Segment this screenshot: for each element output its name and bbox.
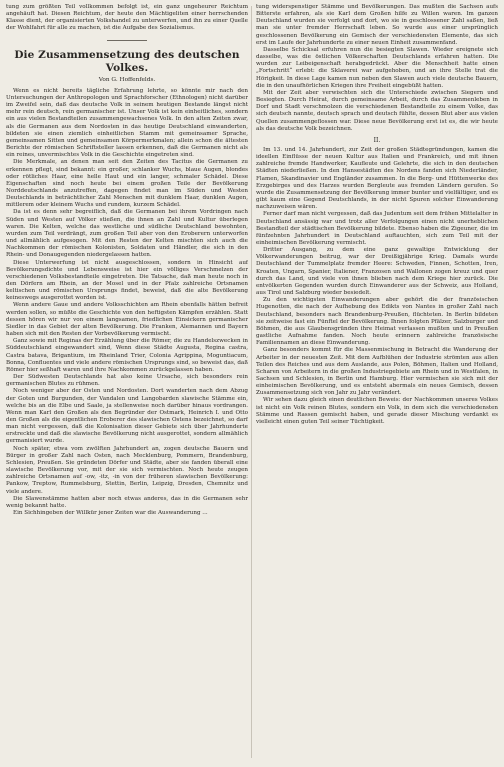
paragraph: Dritter Ausgang, zu dem eine ganz gewaltige Entwicklung der Völkerwanderungen beitrug, war der Dreißigjährige Krieg. Damals wurde Deutschland der Tummelplatz fremder Heere: Schweden, Finnen, Schotten, Iren, Kroaten, Ungarn, Spanier, Italiener, Franzosen und Wallonen zogen kreuz und quer durch das Land, und viele von ihnen blieben nach dem Kriege hier zurück. Die entvölkerten Gegenden wurden durch Einwanderer aus der Schweiz, aus Holland, aus Tirol und Salzburg wieder besiedelt. xyxy=(256,247,498,297)
article-byline: Von G. Hoffenfelds. xyxy=(98,76,156,83)
column-gutter-rule xyxy=(251,6,252,758)
paragraph: Wenn andere Gaue und andere Volksschichten am Rhein ebenfalls hätten befreit werden sollen, so müßte die Geschichte von den heftigsten Kämpfen erzählen. Statt dessen hören wir nur von einem langsamen, friedlichen Einsickern germanischer Siedler in das Gebiet der alten Bevölkerung. Die Franken, Alemannen und Bayern haben sich mit den Resten der Vorbevölkerung vermischt. xyxy=(6,302,248,338)
paragraph: Dasselbe Schicksal erfuhren nun die besiegten Slawen. Wieder ereignete sich dasselbe, was die östlichen Völkerschaften Deutschlands erfahren hatten. Die wurden zur Leibeigenschaft herabgedrückt. Aber die Menschheit hatte einen „Fortschritt“ erlebt: die Sklaverei war aufgehoben, und an ihre Stelle trat die Hörigkeit. In diese Lage kamen nun neben den Slawen auch viele deutsche Bauern, die in den unaufhörlichen Kriegen ihre Freiheit eingebüßt hatten. xyxy=(256,46,498,89)
previous-article-ending: tung zum größten Teil vollkommen befolgt ist, ein ganz ungeheurer Reichtum angehäuft hat. Diesen Reichtum, der heute den Mächtigeliten einer herrschenden Klasse dient, der organisierten Volkshandel zu unterwerfen, und ihn zu einer Quelle der Wohlfahrt für alle zu machen, ist die Aufgabe des Sozialismus. xyxy=(6,4,248,32)
paragraph: tung widerspenstiger Stämme und Bevölkerungen. Das mußten die Sachsen aufs Bitterste erfahren, als sie Karl dem Großen hilfe zu Willen waren. Im ganzen Deutschland wurden sie verfolgt und dort, wo sie in geschlossener Zahl saßen, ließ man sie unter fremder Herrschaft leben. So wurde aus einer ursprünglich geschlossenen Bevölkerung ein Gemisch der verschiedensten Elemente, das sich erst im Laufe der Jahrhunderte zu einer neuen Einheit zusammenfand. xyxy=(256,4,498,46)
paragraph: Die Slawenstämme hatten aber noch etwas anderes, das in die Germanen sehr wenig bekannt hatte. xyxy=(6,495,248,509)
paragraph: Der Südwesten Deutschlands hat also keine Ursache, sich besonders rein germanischen Blutes zu rühmen. xyxy=(6,374,248,388)
left-column xyxy=(6,4,248,764)
paragraph: Wir sehen dazu gleich einen deutlichen Beweis: der Nachkommen unseres Volkes ist nicht ein Volk reinen Blutes, sondern ein Volk, in dem sich die verschiedensten Stämme und Rassen gemischt haben, und gerade dieser Mischung verdankt es vielleicht einen guten Teil seiner Tüchtigkeit. xyxy=(256,397,498,425)
two-column-layout xyxy=(6,4,498,767)
paragraph: Ganz sowie mit Reginas der Erzählung über die Römer, die zu Handelszwecken in Süddeutschland eingewandert sind, Wenn diese Städte Augusta, Regina castra, Castra batava, Brigantium, im Rheinland Trier, Colonia Agrippina, Moguntiacum, Bonna, Confluentes und viele andere römischen Ursprungs sind, so beweist das, daß Römer hier seßhaft waren und ihre Nachkommen zurückgelassen haben. xyxy=(6,338,248,373)
article-separator xyxy=(107,40,147,41)
paragraph: Ganz besonders kommt für die Massenmischung in Betracht die Wanderung der Arbeiter in der neuesten Zeit. Mit dem Aufblühen der Industrie strömten aus allen Teilen des Reiches und aus dem Auslande, aus Polen, Böhmen, Italien und Holland, Scharen von Arbeitern in die großen Industriegebiete am Rhein und in Westfalen, in Sachsen und Schlesien, in Berlin und Hamburg. Hier vermischen sie sich mit der einheimischen Bevölkerung, und es entsteht abermals ein neues Gemisch, dessen Zusammensetzung sich von Jahr zu Jahr verändert. xyxy=(256,347,498,397)
paragraph: Wenn es nicht bereits tägliche Erfahrung lehrte, so könnte mir nach den Untersuchungen der Anthropologen und Sprachforscher (Ethnologen) nicht darüber im Zweifel sein, daß das deutsche Volk in seinem heutigen Bestande längst nicht mehr rein deutsch, rein germanischer ist. Unser Volk ist kein einheitliches, sondern ein aus vielen Bestandteilen zusammengewachsenes Volk. In den alten Zeiten zwar, als die Germanen aus dem Nordosten in das heutige Deutschland einwanderten, bildeten sie einen ziemlich einheitlichen Stamm mit gemeinsamer Sprache, gemeinsamen Sitten und gemeinsamen Körpermerkmalen; allein schon die ältesten Berichte der römischen Schriftsteller lassen erkennen, daß die Germanen nicht als ein reines, unvermischtes Volk in die Geschichte eingetreten sind. xyxy=(6,87,248,159)
paragraph: Noch weniger aber der Osten und Nordosten. Dort wanderten nach dem Abzug der Goten und Burgunden, der Vandalen und Langobarden slawische Stämme ein, welche bis an die Elbe und Saale, ja stellenweise noch darüber hinaus vordrangen. Wenn man Karl den Großen als den Begründer der Ostmark, Heinrich I. und Otto den Großen als die eigentlichen Eroberer des slawischen Ostens bezeichnet, so darf man nicht vergessen, daß die Kolonisation dieser Gebiete sich über Jahrhunderte erstreckte und daß die slawische Bevölkerung nicht ausgerottet, sondern allmählich germanisiert wurde. xyxy=(6,388,248,445)
paragraph: Mit der Zeit aber verwischten sich die Unterschiede zwischen Siegern und Besiegten. Durch Heirat, durch gemeinsame Arbeit, durch das Zusammenleben in Dorf und Stadt verschmolzen die verschiedenen Bestandteile zu einem Volke, das sich deutsch nannte, deutsch sprach und deutsch fühlte, dessen Blut aber aus vielen Quellen zusammengeflossen war. Diese neue Bevölkerung erst ist es, die wir heute als das deutsche Volk bezeichnen. xyxy=(256,89,498,132)
article-title: Die Zusammensetzung des deutschen Volkes. xyxy=(14,48,240,74)
paragraph: Noch später, etwa vom zwölften Jahrhundert an, zogen deutsche Bauern und Bürger in großer Zahl nach Osten, nach Mecklenburg, Pommern, Brandenburg, Schlesien, Preußen. Sie gründeten Dörfer und Städte, aber sie fanden überall eine slawische Bevölkerung vor, mit der sie sich vermischten. Noch heute zeugen zahlreiche Ortsnamen auf -ow, -itz, -in von der früheren slawischen Bevölkerung: Pankow, Treptow, Rummelsburg, Stettin, Berlin, Leipzig, Dresden, Chemnitz und viele andere. xyxy=(6,445,248,495)
paragraph: Zu den wichtigsten Einwanderungen aber gehört die der französischen Hugenotten, die nach der Aufhebung des Edikts von Nantes in großer Zahl nach Deutschland, besonders nach Brandenburg-Preußen, flüchteten. In Berlin bildeten sie zeitweise fast ein Fünftel der Bevölkerung. Ihnen folgten Pfälzer, Salzburger und Böhmen, die aus Glaubensgründen ihre Heimat verlassen mußten und in Preußen gastliche Aufnahme fanden. Noch heute erinnern zahlreiche französische Familiennamen an diese Einwanderung. xyxy=(256,297,498,347)
paragraph: Die Merkmale, an denen man seit den Zeiten des Tacitus die Germanen zu erkennen pflegt, sind bekannt: ein großer, schlanker Wuchs, blaue Augen, blondes oder rötliches Haar, eine helle Haut und ein langer, schmaler Schädel. Diese Eigenschaften sind noch heute bei einem großen Teile der Bevölkerung Norddeutschlands anzutreffen, dagegen findet man im Süden und Westen Deutschlands in beträchtlicher Zahl Menschen mit dunklem Haar, dunklen Augen, mittlerem oder kleinem Wuchs und rundem, kurzem Schädel. xyxy=(6,159,248,209)
paragraph: Diese Unterwerfung ist nicht ausgeschlossen, sondern in Hinsicht auf Bevölkerungsdichte und Lebensweise ist hier ein völliges Verschmelzen der verschiedenen Volksbestandteile eingetreten. Die Tatsache, daß man heute noch in den Dörfern am Rhein, an der Mosel und in der Pfalz zahlreiche Ortsnamen keltischen und römischen Ursprungs findet, beweist, daß die alte Bevölkerung keineswegs ausgerottet worden ist. xyxy=(6,259,248,302)
paragraph: Ein Sichhingeben der Willkür jener Zeiten war die Auswanderung ... xyxy=(13,510,208,516)
section-number: II. xyxy=(373,136,381,144)
paragraph: Da ist es denn sehr begreiflich, daß die Germanen bei ihrem Vordringen nach Süden und Westen auf Völker stießen, die ihnen an Zahl und Kultur überlegen waren. Die Kelten, welche das westliche und südliche Deutschland bewohnten, wurden zum Teil verdrängt, zum großen Teil aber von den Eroberern unterworfen und allmählich aufgesogen. Mit den Resten der Kelten mischten sich auch die Nachkommen der römischen Kolonisten, Soldaten und Händler, die sich in den Rhein- und Donaugegenden niedergelassen hatten. xyxy=(6,209,248,259)
paragraph: Ferner darf man nicht vergessen, daß das Judentum seit dem frühen Mittelalter in Deutschland ansässig war und trotz aller Verfolgungen einen nicht unerheblichen Bestandteil der städtischen Bevölkerung bildete. Ebenso haben die Zigeuner, die im fünfzehnten Jahrhundert in Deutschland auftauchten, sich zum Teil mit der einheimischen Bevölkerung vermischt. xyxy=(256,211,498,246)
paragraph: Im 13. und 14. Jahrhundert, zur Zeit der großen Städtegründungen, kamen die ideellen Einflüsse der neuen Kultur aus Italien und Frankreich, und mit ihnen zahlreiche fremde Handwerker, Kaufleute und Gelehrte, die sich in den deutschen Städten niederließen. In den Hansestädten des Nordens fanden sich Niederländer, Flamen, Skandinavier und Engländer zusammen. In die Berg- und Hüttenwerke des Erzgebirges und des Harzes wurden Bergleute aus fremden Ländern gerufen. So wurde die Zusammensetzung der Bevölkerung immer bunter und vielfältiger, und es gibt kaum eine Gegend Deutschlands, in der nicht Spuren solcher Einwanderung nachzuweisen wären. xyxy=(256,146,498,211)
right-column xyxy=(256,4,498,764)
